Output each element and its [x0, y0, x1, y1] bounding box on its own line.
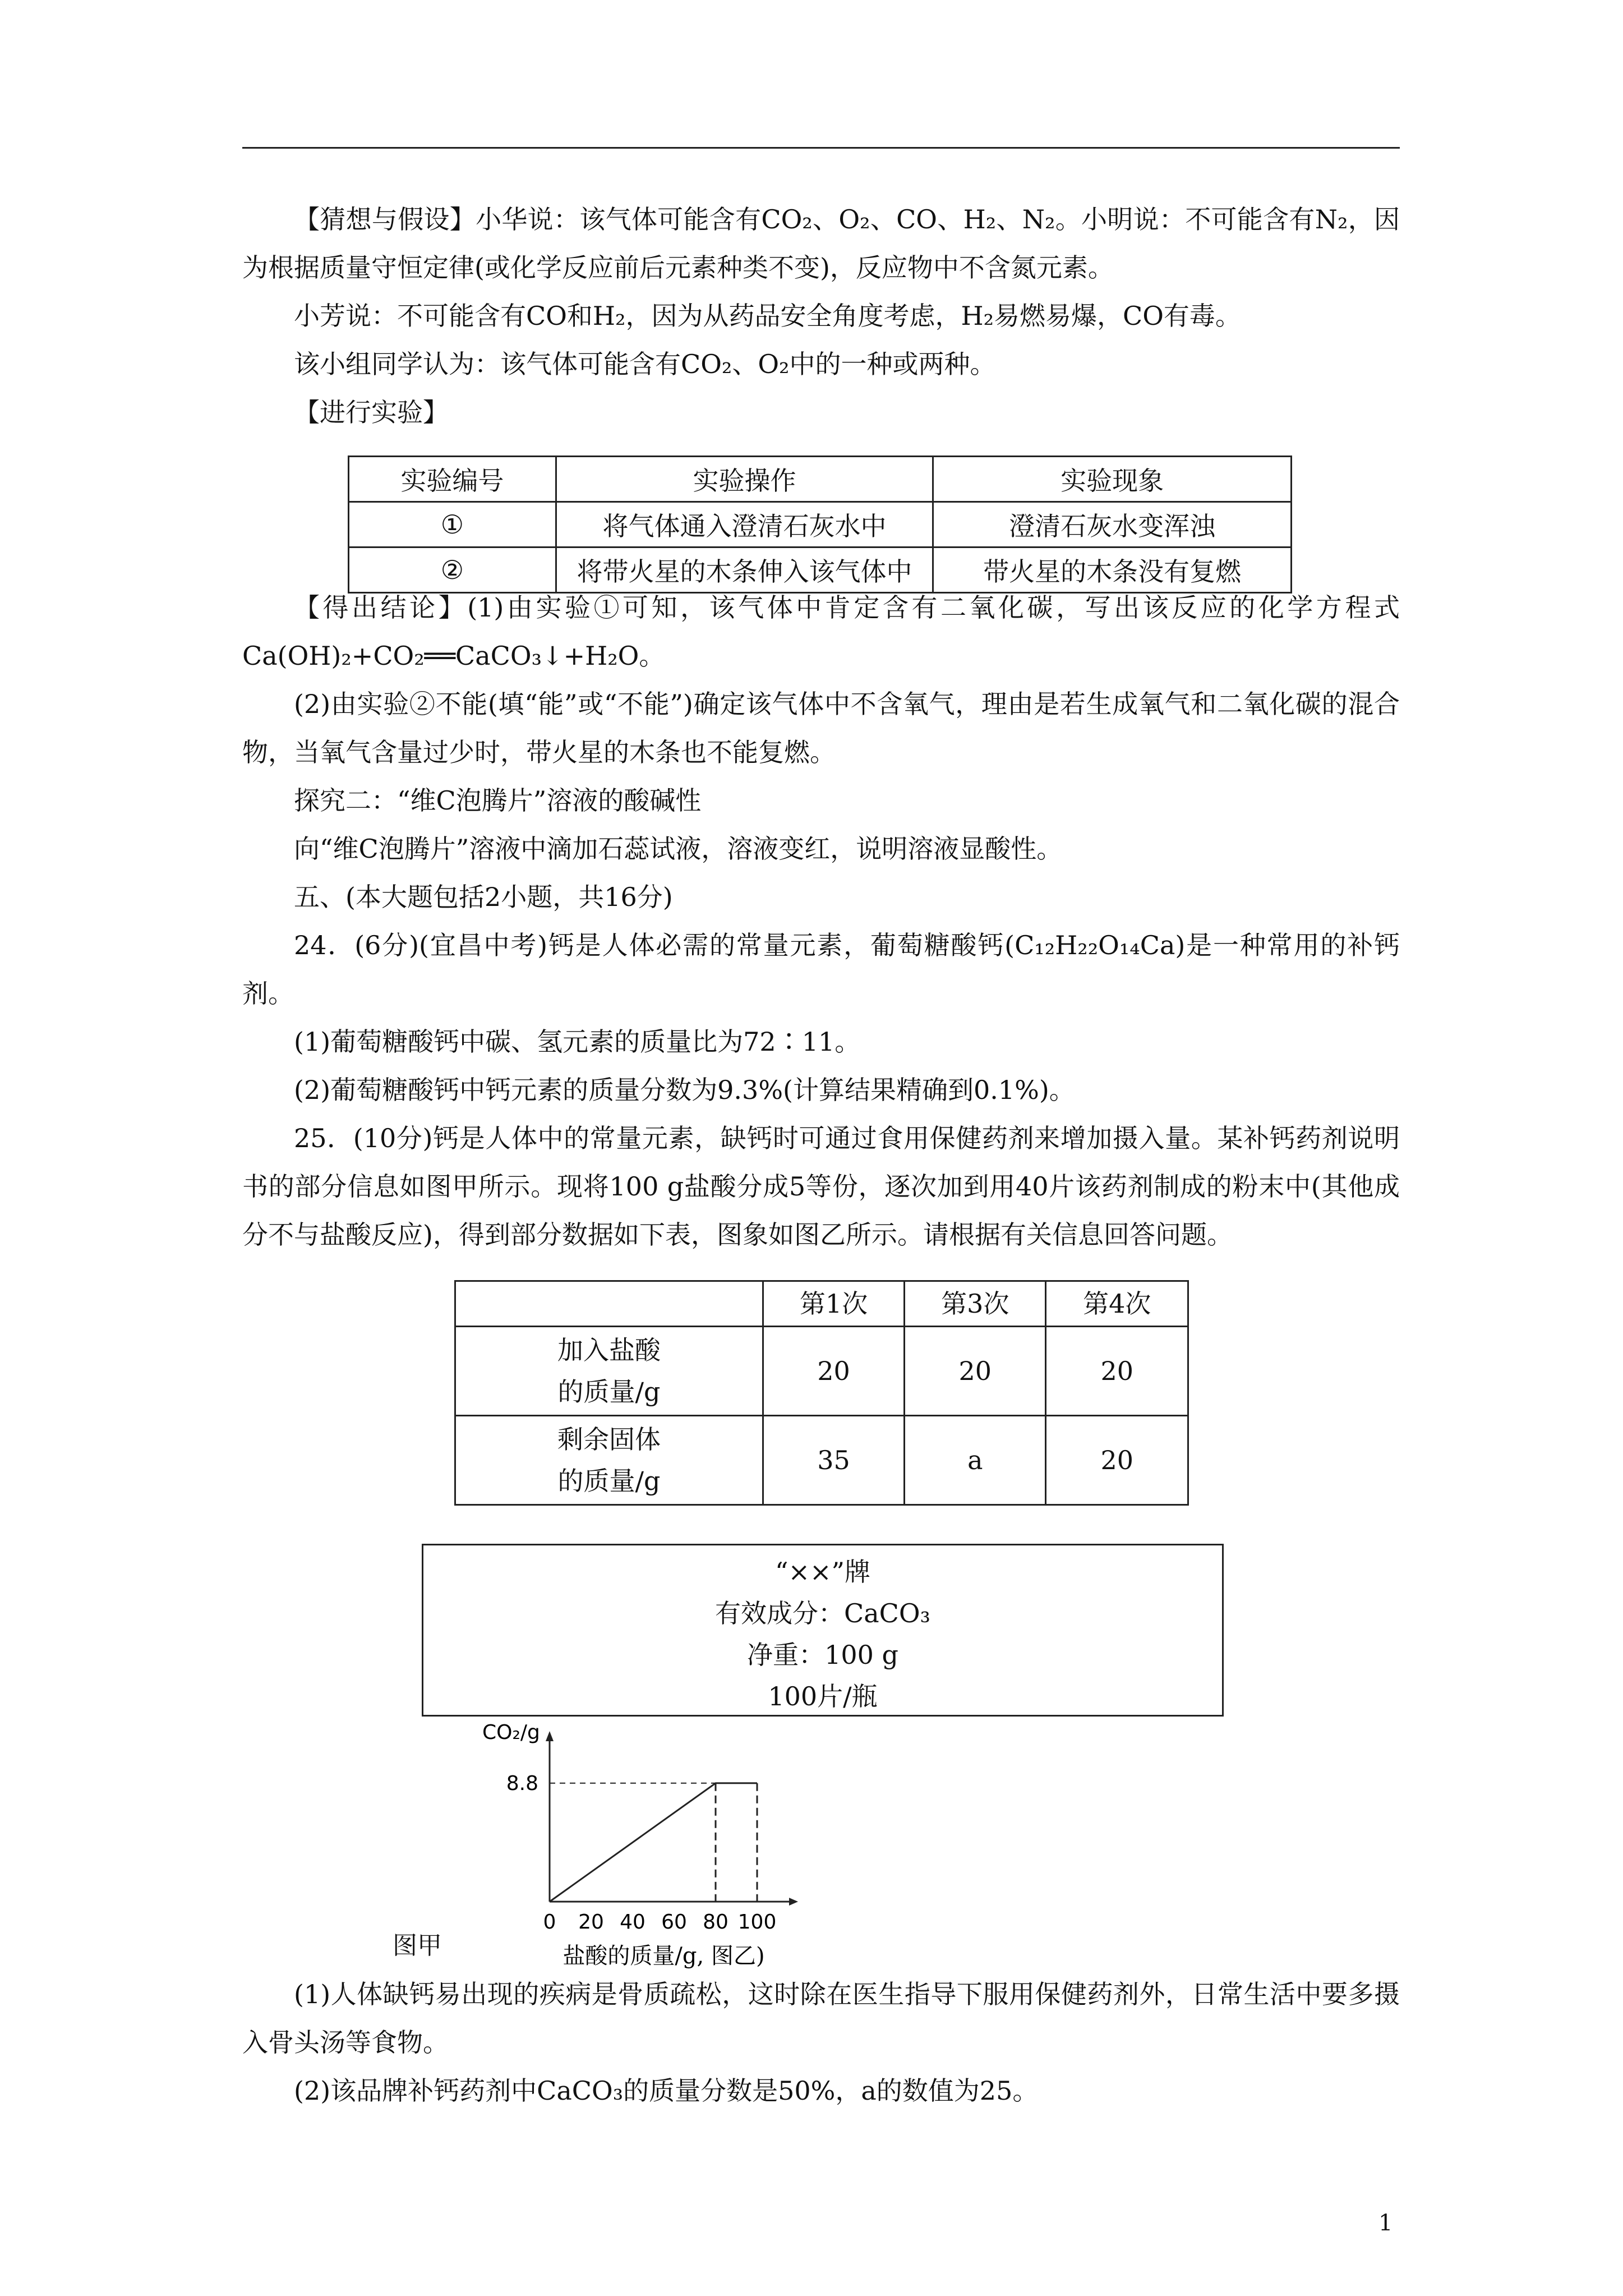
table-row — [455, 1416, 1188, 1505]
table-cell: 20 — [1046, 1416, 1188, 1505]
table-header-row — [349, 457, 1292, 502]
table-cell: a — [905, 1416, 1046, 1505]
package-weight: 净重：100 g — [747, 1640, 898, 1670]
x-tick-label: 20 — [578, 1911, 604, 1934]
hypothesis-paragraph-1: 【猜想与假设】小华说：该气体可能含有CO₂、O₂、CO、H₂、N₂。小明说：不可能含有N₂，因为根据质量守恒定律(或化学反应前后元素种类不变)，反应物中不含氮元素。 — [242, 204, 1400, 283]
hypothesis-paragraph-2: 小芳说：不可能含有CO和H₂，因为从药品安全角度考虑，H₂易燃易爆，CO有毒。 — [294, 301, 1241, 331]
row-label-line: 加入盐酸 — [557, 1335, 661, 1365]
table-cell: 35 — [763, 1416, 904, 1505]
y-axis-label: CO₂/g — [482, 1721, 540, 1744]
table-row — [455, 1327, 1188, 1416]
experiment-table — [348, 455, 1292, 593]
table-cell: 将气体通入澄清石灰水中 — [556, 502, 933, 547]
table-header-cell — [455, 1281, 763, 1327]
table-header-row — [455, 1281, 1188, 1327]
row-label — [455, 1327, 763, 1416]
package-brand: “××”牌 — [774, 1557, 871, 1587]
content-middle — [242, 583, 1400, 1259]
figure-jia-label: 图甲 — [393, 1931, 442, 1960]
table-cell: ② — [349, 547, 556, 593]
question-24-part-1: (1)葡萄糖酸钙中碳、氢元素的质量比为72∶11。 — [294, 1027, 861, 1057]
question-25-part-1: (1)人体缺钙易出现的疾病是骨质疏松，这时除在医生指导下服用保健药剂外，日常生活中要多摄入骨头汤等食物。 — [242, 1979, 1400, 2058]
package-ingredient: 有效成分：CaCO₃ — [715, 1598, 930, 1628]
experiment-heading: 【进行实验】 — [294, 397, 449, 427]
conclusion-paragraph-2: (2)由实验②不能(填“能”或“不能”)确定该气体中不含氧气，理由是若生成氧气和二氧化碳的混合物，当氧气含量过少时，带火星的木条也不能复燃。 — [242, 689, 1400, 767]
hypothesis-paragraph-3: 该小组同学认为：该气体可能含有CO₂、O₂中的一种或两种。 — [294, 349, 996, 379]
package-count: 100片/瓶 — [768, 1681, 878, 1711]
x-tick-label: 80 — [703, 1911, 728, 1934]
table-header-cell: 实验现象 — [933, 457, 1292, 502]
table-cell: ① — [349, 502, 556, 547]
content-bottom — [242, 1970, 1400, 2115]
package-label-box — [422, 1544, 1224, 1717]
inquiry-two-text: 向“维C泡腾片”溶液中滴加石蕊试液，溶液变红，说明溶液显酸性。 — [294, 834, 1063, 864]
table-header-cell: 实验编号 — [349, 457, 556, 502]
table-cell: 20 — [1046, 1327, 1188, 1416]
row-label-line: 剩余固体 — [557, 1424, 661, 1455]
row-label-line: 的质量/g — [557, 1377, 661, 1407]
y-axis-arrow — [546, 1731, 554, 1741]
y-tick-label: 8.8 — [506, 1772, 538, 1795]
table-row — [349, 502, 1292, 547]
x-tick-label: 60 — [661, 1911, 687, 1934]
section-five-heading: 五、(本大题包括2小题，共16分) — [294, 882, 673, 912]
table-header-cell: 第4次 — [1046, 1281, 1188, 1327]
table-header-cell: 第1次 — [763, 1281, 904, 1327]
question-24-part-2: (2)葡萄糖酸钙中钙元素的质量分数为9.3%(计算结果精确到0.1%)。 — [294, 1075, 1075, 1105]
co2-series-line — [550, 1783, 757, 1902]
table-header-cell: 实验操作 — [556, 457, 933, 502]
table-cell: 澄清石灰水变浑浊 — [933, 502, 1292, 547]
inquiry-two-heading: 探究二：“维C泡腾片”溶液的酸碱性 — [294, 785, 702, 816]
table-cell: 20 — [763, 1327, 904, 1416]
question-24-stem: 24．(6分)(宜昌中考)钙是人体必需的常量元素，葡萄糖酸钙(C₁₂H₂₂O₁₄Ca)是一种常用的补钙剂。 — [242, 930, 1400, 1009]
table-cell: 将带火星的木条伸入该气体中 — [556, 547, 933, 593]
row-label-line: 的质量/g — [557, 1466, 661, 1496]
table-cell: 带火星的木条没有复燃 — [933, 547, 1292, 593]
x-axis-arrow — [789, 1898, 798, 1906]
x-tick-label: 100 — [737, 1911, 777, 1934]
table-header-cell: 第3次 — [905, 1281, 1046, 1327]
table-cell: 20 — [905, 1327, 1046, 1416]
conclusion-paragraph-1: 【得出结论】(1)由实验①可知，该气体中肯定含有二氧化碳，写出该反应的化学方程式Ca(OH)₂+CO₂══CaCO₃↓+H₂O。 — [242, 592, 1400, 671]
header-rule — [242, 147, 1400, 149]
question-25-part-2: (2)该品牌补钙药剂中CaCO₃的质量分数是50%，a的数值为25。 — [294, 2076, 1039, 2106]
content-top — [242, 195, 1400, 436]
page-number: 1 — [1378, 2210, 1393, 2236]
x-tick-label: 0 — [543, 1911, 556, 1934]
question-25-stem: 25．(10分)钙是人体中的常量元素，缺钙时可通过食用保健药剂来增加摄入量。某补钙药剂说明书的部分信息如图甲所示。现将100 g盐酸分成5等份，逐次加到用40片该药剂制成的粉末中(其他成分不与盐酸反应)，得到部分数据如下表，图象如图乙所示。请根据有关信息回答问题。 — [242, 1123, 1400, 1250]
row-label — [455, 1416, 763, 1505]
x-axis-label: 盐酸的质量/g, 图乙) — [562, 1943, 765, 1969]
x-tick-label: 40 — [620, 1911, 645, 1934]
data-table — [454, 1280, 1189, 1506]
